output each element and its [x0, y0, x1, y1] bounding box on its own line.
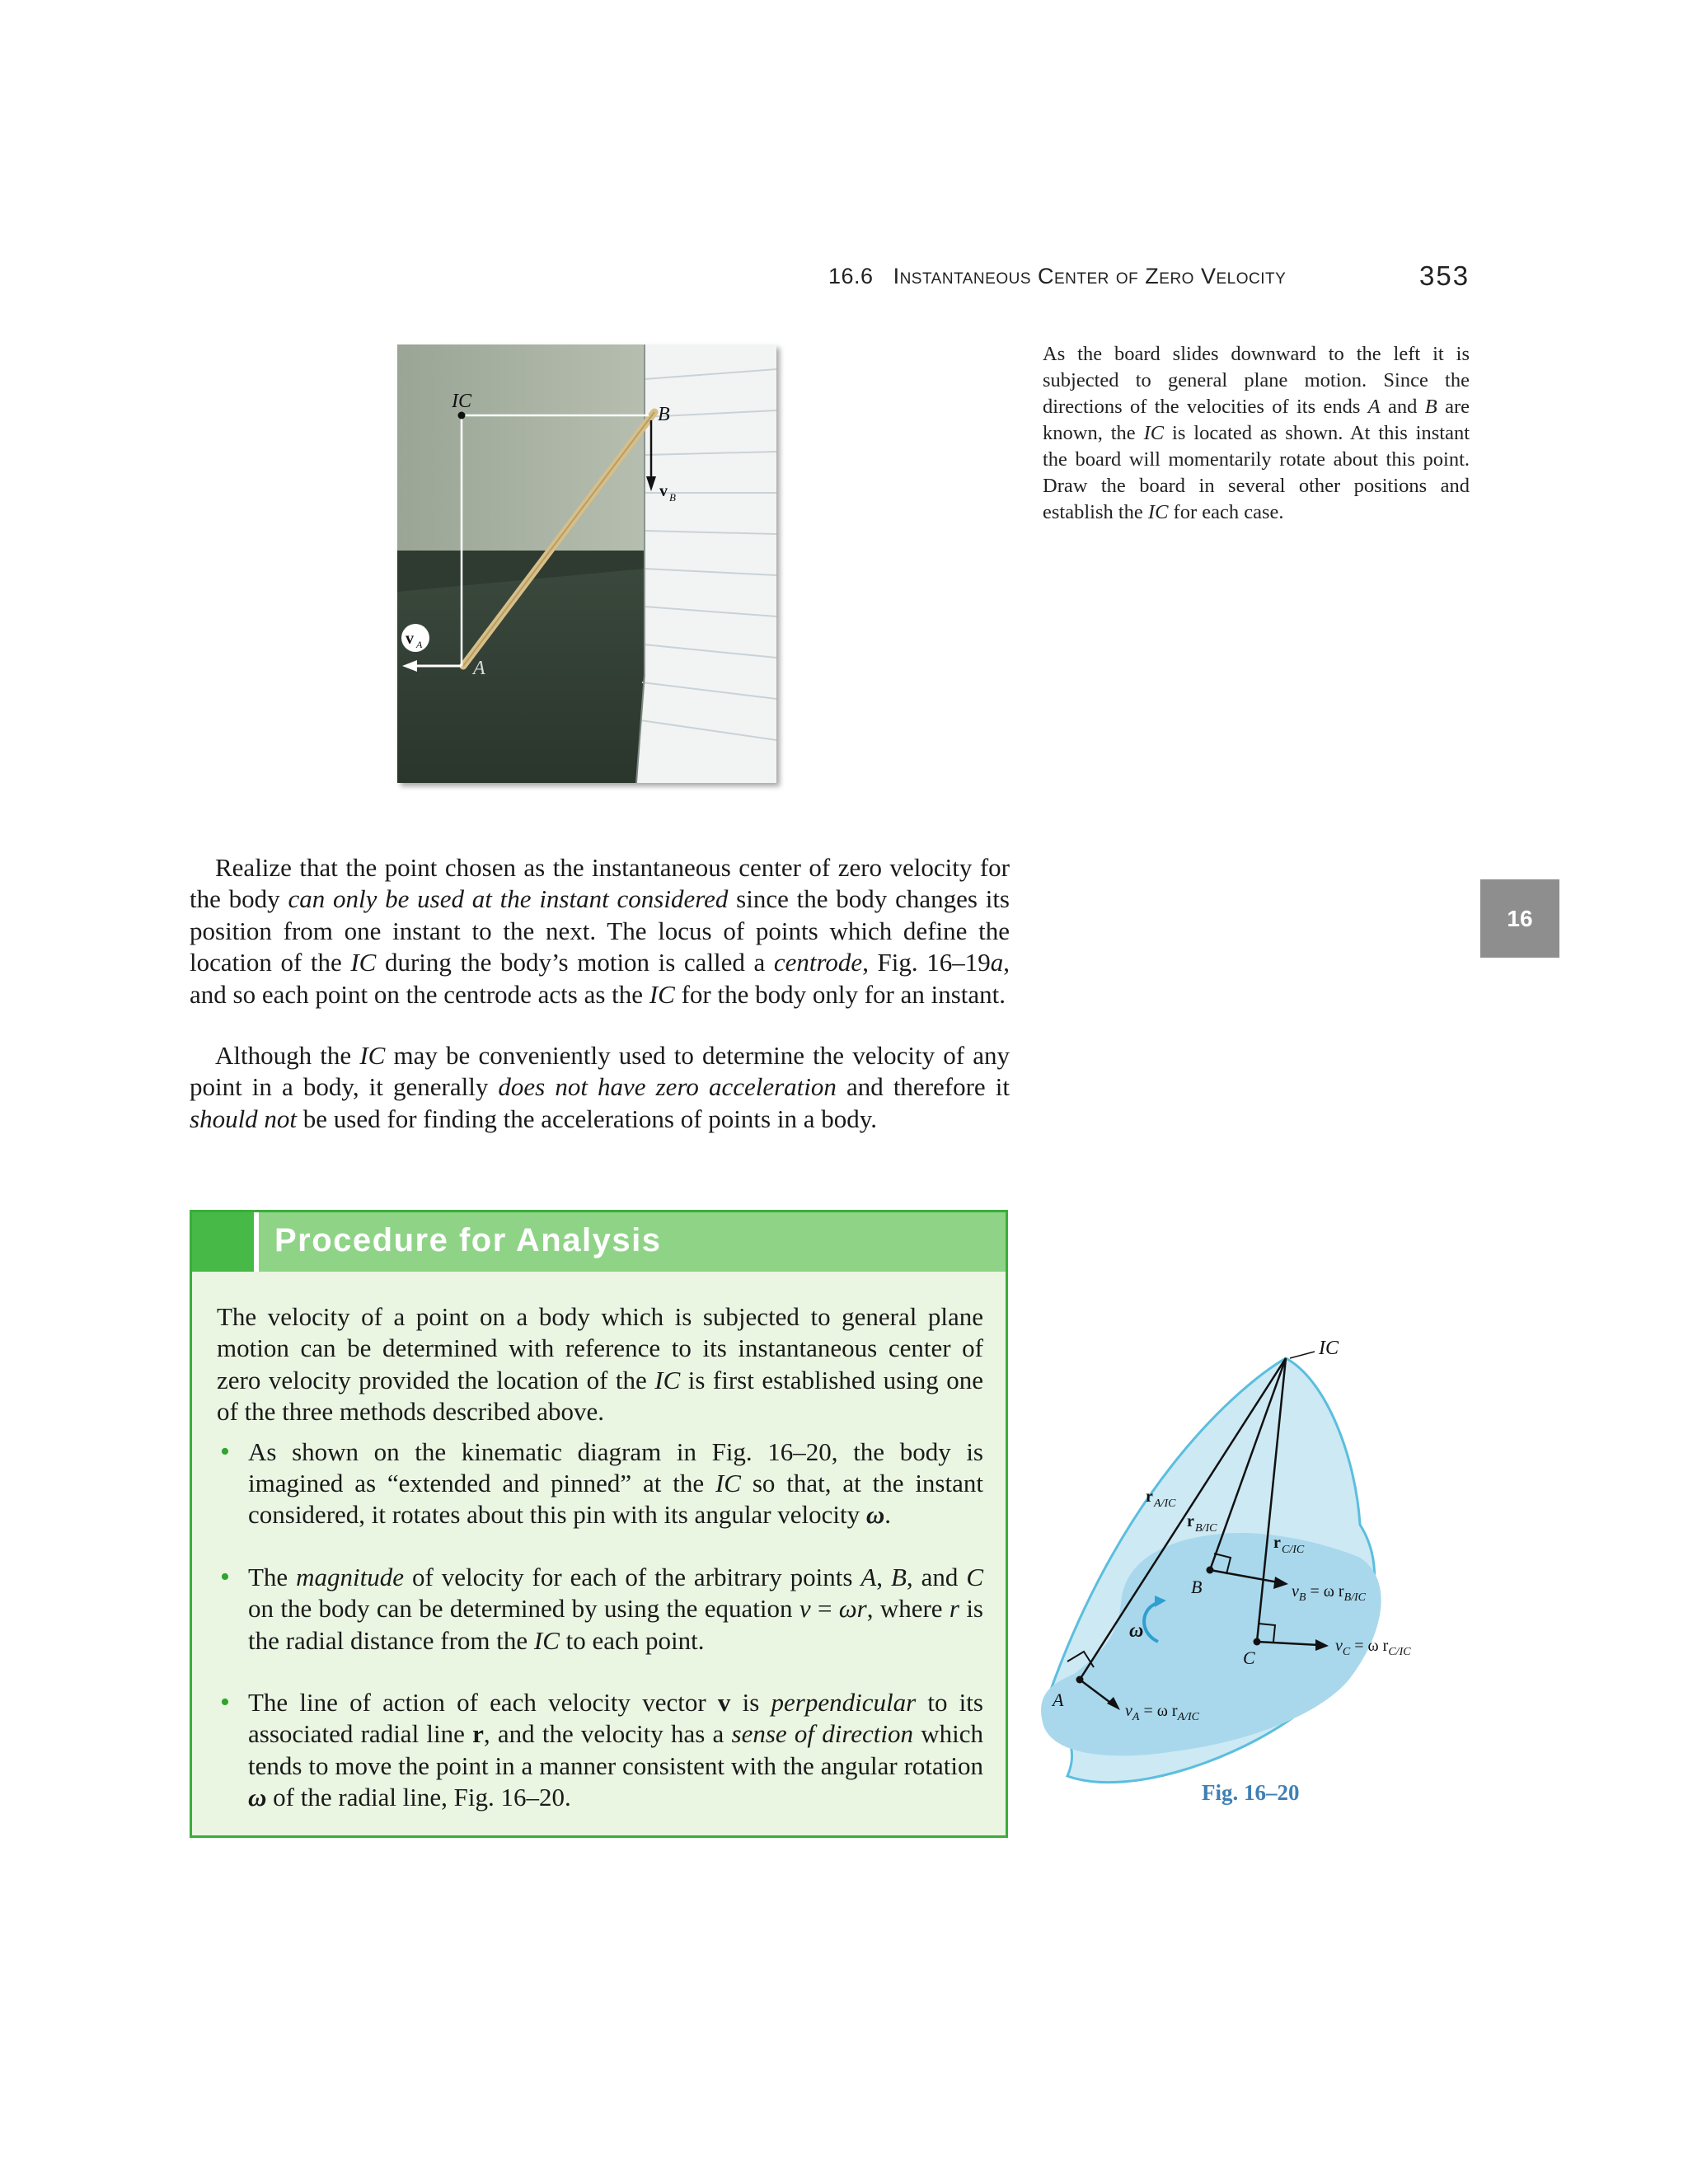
body-text: since the body changes its position from one instant to the next. The locus of points which define the location of the [190, 884, 1010, 977]
page-number: 353 [1419, 260, 1470, 291]
body-italic: magnitude [296, 1562, 405, 1591]
eq-sub: A [1132, 1711, 1140, 1723]
vector-r: r [472, 1719, 484, 1749]
photo-label-va: v [406, 630, 414, 648]
section-title: Instantaneous Center of Zero Velocity [893, 264, 1287, 288]
photo-label-b: B [658, 404, 670, 425]
photo-label-vb: v [659, 482, 668, 500]
board-photo [397, 344, 776, 783]
body-text: for the body only for an instant. [674, 979, 1006, 1009]
body-text: to its associated radial line [248, 1688, 983, 1749]
body-italic: A [860, 1562, 877, 1591]
procedure-body [217, 1301, 983, 1844]
caption-text: and [1380, 396, 1425, 418]
body-italic: sense of direction [731, 1719, 914, 1749]
body-text: . [884, 1500, 892, 1530]
eq-sub: B/IC [1343, 1591, 1367, 1604]
caption-text: are known, the [1043, 396, 1470, 444]
omega-symbol: ω [248, 1783, 267, 1812]
procedure-title: Procedure for Analysis [274, 1222, 662, 1258]
bullet-icon: • [220, 1436, 230, 1467]
eq-v: v [1292, 1582, 1299, 1601]
eq-rhs: = ω r [1139, 1702, 1178, 1720]
body-text: is first established using one of the three methods described above. [217, 1365, 983, 1427]
body-text: be used for finding the accelerations of points in a body. [297, 1104, 877, 1133]
body-italic: IC [533, 1625, 560, 1655]
eq-sub: A/IC [1177, 1711, 1200, 1723]
caption-text: As the board slides downward to the left it is subjected to general plane motion. Since the directions of the velocities of its ends [1043, 343, 1470, 418]
list-item [217, 1436, 983, 1531]
body-text: , and so each point on the centrode acts as the [190, 948, 1010, 1009]
eq-sub: C/IC [1388, 1646, 1411, 1658]
figure-16-20 [1034, 1335, 1463, 1813]
body-text: The [248, 1562, 297, 1591]
eq-sub: B [1298, 1591, 1306, 1604]
paragraph-acceleration [190, 1040, 1010, 1135]
bullet-icon: • [220, 1687, 230, 1718]
eq-rhs: = ω r [1306, 1582, 1344, 1601]
body-italic: does not have zero acceleration [498, 1072, 837, 1102]
procedure-box [190, 1210, 1008, 1838]
photo-label-ic: IC [452, 391, 471, 412]
caption-italic: IC [1143, 422, 1165, 444]
body-italic: B [890, 1562, 907, 1591]
fig-label-a: A [1053, 1690, 1064, 1710]
photo-label-vb-sub: B [669, 491, 676, 504]
chapter-tab: 16 [1480, 879, 1559, 958]
body-text: As shown on the kinematic diagram in Fig. 16–20, the body is imagined as “extended and pinned” at the [248, 1436, 983, 1498]
body-text: of velocity for each of the arbitrary points [404, 1562, 861, 1591]
procedure-header-rule [254, 1212, 259, 1272]
body-text: of the radial line, Fig. 16–20. [266, 1783, 571, 1812]
body-text: is [730, 1688, 771, 1718]
procedure-list [217, 1436, 983, 1814]
body-text: so that, at the instant considered, it rotates about this pin with its angular velocity [248, 1469, 983, 1530]
body-italic: IC [654, 1365, 681, 1394]
body-italic: IC [350, 948, 377, 977]
fig-label-rb: r [1187, 1512, 1194, 1530]
section-number: 16.6 [828, 264, 874, 288]
photo-caption [1043, 341, 1470, 526]
body-italic: perpendicular [771, 1688, 917, 1718]
procedure-header [192, 1212, 1006, 1272]
fig-label-ra-sub: A/IC [1154, 1497, 1176, 1510]
body-text: may be conveniently used to determine the velocity of any point in a body, it generally [190, 1041, 1010, 1102]
vector-v: v [717, 1688, 731, 1718]
body-text: Although the [215, 1041, 360, 1070]
procedure-header-bar [192, 1212, 254, 1272]
body-italic: C [966, 1562, 983, 1591]
body-text: and therefore it [836, 1072, 1010, 1102]
eq-v: v [1335, 1637, 1343, 1655]
fig-label-c: C [1243, 1647, 1255, 1668]
body-text: during the body’s motion is called a [376, 948, 774, 977]
body-text: , and [906, 1562, 967, 1591]
body-text: Realize that the point chosen as the instantaneous center of zero velocity for the body [190, 853, 1010, 914]
eq-rhs: = ω r [1350, 1637, 1389, 1655]
fig-label-rc: r [1273, 1534, 1281, 1552]
caption-italic: A [1367, 396, 1381, 418]
body-text: = [810, 1594, 839, 1624]
omega-label: ω [1129, 1620, 1144, 1642]
fig-label-ic: IC [1319, 1338, 1339, 1359]
photo-label-va-sub: A [416, 639, 423, 650]
eq-v: v [1125, 1702, 1132, 1720]
body-italic: a [990, 948, 1004, 977]
fig-label-ra: r [1146, 1488, 1153, 1506]
procedure-intro [217, 1301, 983, 1428]
body-text: , [876, 1562, 891, 1591]
fig-label-rc-sub: C/IC [1282, 1544, 1305, 1556]
figure-caption: Fig. 16–20 [1202, 1780, 1300, 1805]
body-italic: IC [359, 1041, 386, 1070]
fig-label-rb-sub: B/IC [1195, 1522, 1217, 1535]
body-text: , where [866, 1594, 950, 1624]
board-photo-illustration [397, 344, 776, 783]
body-italic: ωr [838, 1594, 867, 1624]
body-text: The line of action of each velocity vector [248, 1688, 718, 1718]
body-italic: IC [715, 1469, 741, 1498]
caption-text: is located as shown. At this instant the board will momentarily rotate about this point. Draw the board in several other positions and establish the [1043, 422, 1470, 523]
caption-italic: B [1424, 396, 1437, 418]
list-item [217, 1562, 983, 1657]
body-text: to each point. [559, 1625, 705, 1655]
running-header [828, 264, 1286, 289]
body-italic: IC [649, 979, 675, 1009]
photo-label-a: A [473, 658, 485, 679]
list-item [217, 1687, 983, 1814]
caption-italic: IC [1147, 501, 1169, 523]
eq-sub: C [1342, 1646, 1351, 1658]
body-text: on the body can be determined by using the equation [248, 1594, 799, 1624]
body-italic: should not [190, 1104, 298, 1133]
omega-symbol: ω [865, 1500, 885, 1530]
body-italic: v [799, 1594, 811, 1624]
body-italic: r [949, 1594, 959, 1624]
body-text: , and the velocity has a [483, 1719, 732, 1749]
kinematic-diagram [1034, 1335, 1463, 1813]
bullet-icon: • [220, 1561, 230, 1592]
body-text: is the radial distance from the [248, 1594, 983, 1655]
body-text: The velocity of a point on a body which is subjected to general plane motion can be determined with reference to its instantaneous center of zero velocity provided the location of the [217, 1302, 983, 1394]
body-text: , Fig. 16–19 [862, 948, 991, 977]
body-italic: can only be used at the instant considered [288, 884, 729, 914]
fig-label-b: B [1191, 1577, 1203, 1597]
body-italic: centrode [773, 948, 863, 977]
paragraph-centrode [190, 852, 1010, 1010]
caption-text: for each case. [1168, 501, 1284, 523]
body-text: which tends to move the point in a manner consistent with the angular rotation [248, 1719, 983, 1780]
